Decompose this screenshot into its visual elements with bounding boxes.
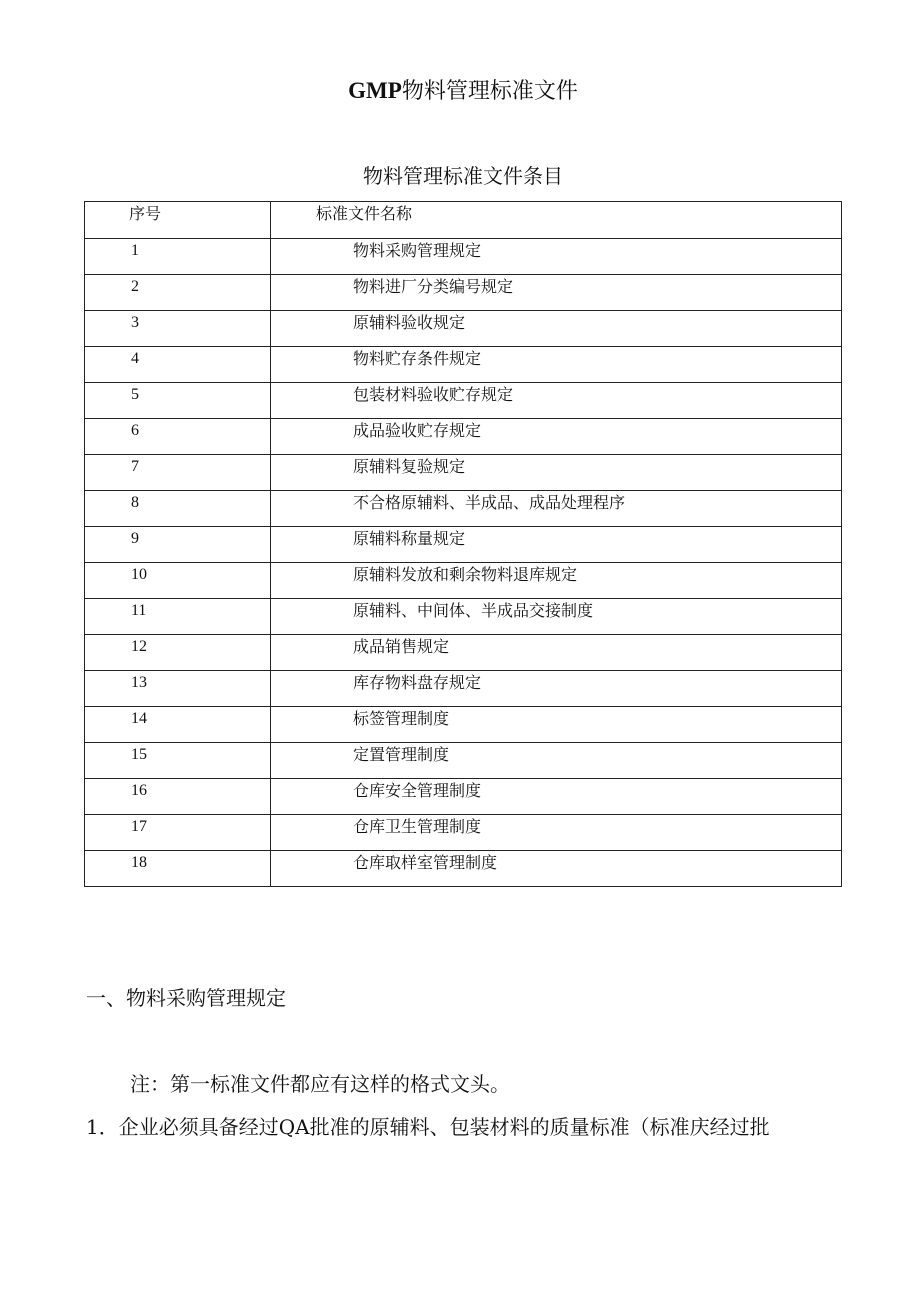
- row-number-cell: 18: [85, 851, 271, 887]
- table-row: [85, 455, 842, 491]
- section-heading: 一、物料采购管理规定: [86, 986, 286, 1010]
- row-number-cell: 5: [85, 383, 271, 419]
- header-cell-name: 标准文件名称: [271, 202, 842, 239]
- row-number-cell: 12: [85, 635, 271, 671]
- row-number-cell: 4: [85, 347, 271, 383]
- table-row: [85, 275, 842, 311]
- table-row: [85, 599, 842, 635]
- row-number-cell: 13: [85, 671, 271, 707]
- row-number-cell: 6: [85, 419, 271, 455]
- table-caption: 物料管理标准文件条目: [363, 164, 563, 188]
- header-cell-no: 序号: [85, 202, 271, 239]
- row-name-cell: 原辅料发放和剩余物料退库规定: [271, 563, 842, 599]
- row-name-cell: 包装材料验收贮存规定: [271, 383, 842, 419]
- row-name-cell: 原辅料复验规定: [271, 455, 842, 491]
- document-title: [0, 78, 920, 105]
- row-name-cell: 原辅料验收规定: [271, 311, 842, 347]
- document-title-text: 物料管理标准文件: [401, 79, 578, 104]
- row-name-cell: 原辅料称量规定: [271, 527, 842, 563]
- table-row: [85, 635, 842, 671]
- table-row: [85, 671, 842, 707]
- row-name-cell: 物料贮存条件规定: [271, 347, 842, 383]
- row-name-cell: 物料采购管理规定: [271, 239, 842, 275]
- table-row: [85, 707, 842, 743]
- table-row: [85, 779, 842, 815]
- row-number-cell: 8: [85, 491, 271, 527]
- row-name-cell: 定置管理制度: [271, 743, 842, 779]
- row-number-cell: 16: [85, 779, 271, 815]
- table-row: [85, 815, 842, 851]
- document-title-latin: GMP: [348, 78, 402, 103]
- row-name-cell: 仓库取样室管理制度: [271, 851, 842, 887]
- row-number-cell: 15: [85, 743, 271, 779]
- row-number-cell: 7: [85, 455, 271, 491]
- table-row: [85, 239, 842, 275]
- table-row: [85, 419, 842, 455]
- note-text: 注：第一标准文件都应有这样的格式文头。: [130, 1072, 510, 1096]
- row-number-cell: 14: [85, 707, 271, 743]
- table-row: [85, 347, 842, 383]
- table-row: [85, 311, 842, 347]
- row-name-cell: 库存物料盘存规定: [271, 671, 842, 707]
- row-name-cell: 标签管理制度: [271, 707, 842, 743]
- row-number-cell: 11: [85, 599, 271, 635]
- row-number-cell: 17: [85, 815, 271, 851]
- table-row: [85, 743, 842, 779]
- row-name-cell: 仓库卫生管理制度: [271, 815, 842, 851]
- table-row: [85, 563, 842, 599]
- row-number-cell: 2: [85, 275, 271, 311]
- paragraph-text: 1．企业必须具备经过QA批准的原辅料、包装材料的质量标准（标准庆经过批: [86, 1115, 770, 1139]
- table-row: [85, 383, 842, 419]
- table-header-row: [85, 202, 842, 239]
- table-row: [85, 851, 842, 887]
- row-number-cell: 10: [85, 563, 271, 599]
- row-name-cell: 成品销售规定: [271, 635, 842, 671]
- table-row: [85, 491, 842, 527]
- row-name-cell: 原辅料、中间体、半成品交接制度: [271, 599, 842, 635]
- row-number-cell: 3: [85, 311, 271, 347]
- table-row: [85, 527, 842, 563]
- row-name-cell: 不合格原辅料、半成品、成品处理程序: [271, 491, 842, 527]
- row-name-cell: 仓库安全管理制度: [271, 779, 842, 815]
- row-name-cell: 物料进厂分类编号规定: [271, 275, 842, 311]
- standards-table: [84, 201, 842, 887]
- row-number-cell: 1: [85, 239, 271, 275]
- row-number-cell: 9: [85, 527, 271, 563]
- row-name-cell: 成品验收贮存规定: [271, 419, 842, 455]
